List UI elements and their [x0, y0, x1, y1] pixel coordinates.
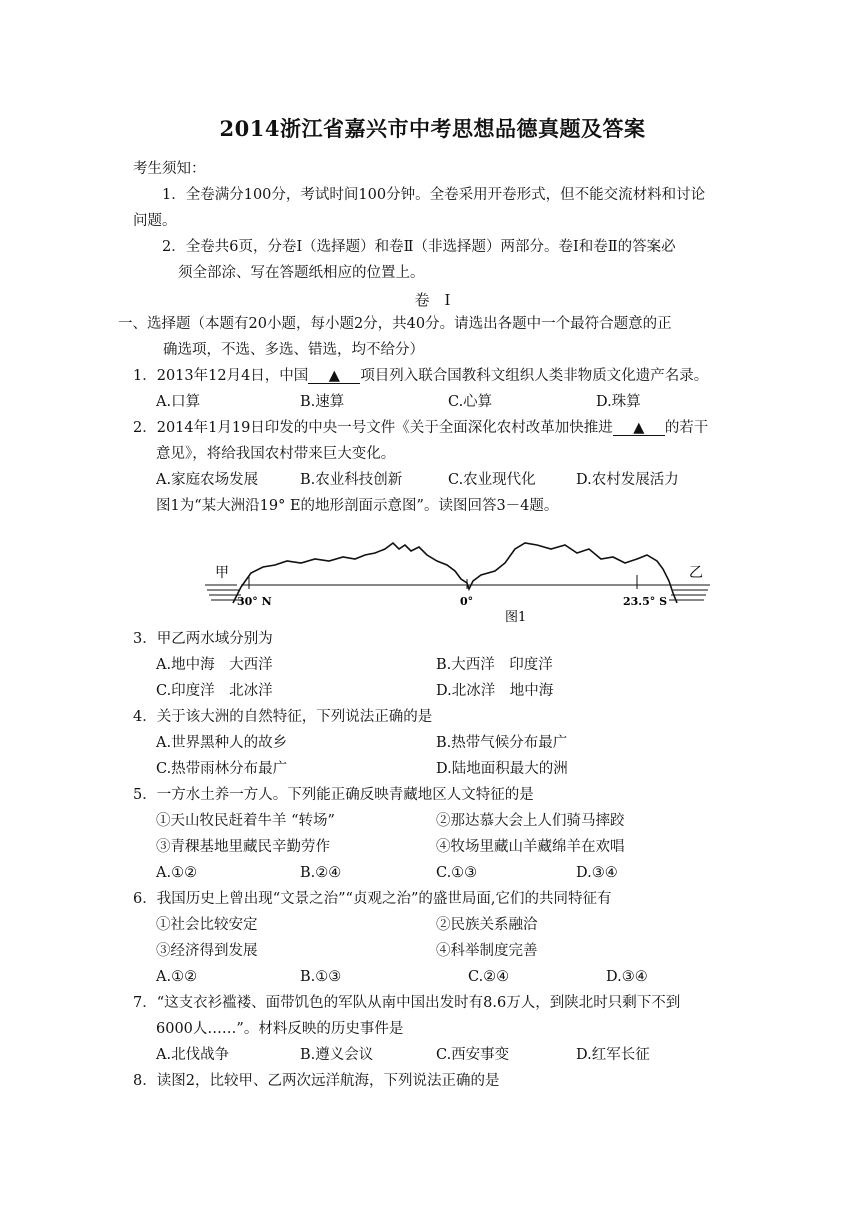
question-4-option-a: A.世界黑种人的故乡 [156, 735, 288, 751]
question-3-option-c: C.印度洋 北冰洋 [156, 683, 273, 699]
question-6-option-d: D.③④ [606, 969, 648, 985]
question-3-stem: 3．甲乙两水域分别为 [133, 631, 273, 647]
question-6-item-1: ①社会比较安定 [156, 917, 258, 933]
question-2-stem-a: 2．2014年1月19日印发的中央一号文件《关于全面深化农村改革加快推进 [133, 420, 613, 436]
question-2-option-c: C.农业现代化 [448, 472, 536, 488]
question-6-option-c: C.②④ [468, 969, 510, 985]
question-7-stem-cont: 6000人……”。材料反映的历史事件是 [156, 1021, 404, 1037]
question-2-option-b: B.农业科技创新 [300, 472, 403, 488]
terrain-line [233, 543, 677, 603]
question-1-stem [133, 367, 708, 385]
notice-item-2-cont: 须全部涂、写在答题纸相应的位置上。 [178, 265, 425, 281]
figure-1-caption: 图1 [505, 610, 527, 625]
notice-item-1-cont: 问题。 [133, 213, 177, 229]
question-6-item-2: ②民族关系融洽 [436, 917, 538, 933]
notice-heading: 考生须知： [133, 161, 206, 177]
question-6-option-a: A.①② [156, 969, 198, 985]
figure-1-intro: 图1为“某大洲沿19° E的地形剖面示意图”。读图回答3－4题。 [156, 498, 559, 514]
question-1-stem-b: 项目列入联合国教科文组织人类非物质文化遗产名录。 [360, 368, 709, 384]
question-2-stem-b: 的若干 [664, 420, 709, 436]
question-6-item-4: ④科举制度完善 [436, 943, 538, 959]
question-5-item-1: ①天山牧民赶着牛羊 “转场” [156, 813, 335, 829]
question-7-option-b: B.遵义会议 [300, 1047, 374, 1063]
question-3-option-a: A.地中海 大西洋 [156, 657, 273, 673]
question-4-option-b: B.热带气候分布最广 [436, 735, 568, 751]
question-5-item-2: ②那达慕大会上人们骑马摔跤 [436, 813, 625, 829]
question-8-stem: 8．读图2，比较甲、乙两次远洋航海，下列说法正确的是 [133, 1073, 500, 1089]
notice-item-1: 1．全卷满分100分，考试时间100分钟。全卷采用开卷形式，但不能交流材料和讨论 [162, 187, 706, 203]
figure-1-label-right: 乙 [689, 565, 703, 581]
figure-1-tick-left: 30° N [237, 595, 272, 608]
question-2-stem [133, 419, 708, 437]
question-6-stem: 6．我国历史上曾出现“文景之治”“贞观之治”的盛世局面,它们的共同特征有 [133, 891, 612, 907]
question-5-option-d: D.③④ [576, 865, 618, 881]
question-4-stem: 4．关于该大洲的自然特征，下列说法正确的是 [133, 709, 433, 725]
answer-blank [613, 421, 665, 436]
figure-1-tick-right: 23.5° S [623, 595, 668, 608]
question-7-stem: 7．“这支衣衫褴褛、面带饥色的军队从南中国出发时有8.6万人，到陕北时只剩下不到 [133, 995, 681, 1011]
question-1-stem-a: 1．2013年12月4日，中国 [133, 368, 309, 384]
question-5-option-c: C.①③ [436, 865, 478, 881]
question-7-option-a: A.北伐战争 [156, 1047, 230, 1063]
notice-item-2: 2．全卷共6页，分卷Ⅰ（选择题）和卷Ⅱ（非选择题）两部分。卷Ⅰ和卷Ⅱ的答案必 [162, 239, 676, 255]
question-4-option-d: D.陆地面积最大的洲 [436, 761, 568, 777]
question-1-option-a: A.口算 [156, 394, 201, 410]
question-2-option-d: D.农村发展活力 [576, 472, 679, 488]
question-6-option-b: B.①③ [300, 969, 342, 985]
blank-triangle-icon: ▲ [633, 420, 645, 436]
figure-1-tick-mid: 0° [460, 595, 474, 608]
question-2-option-a: A.家庭农场发展 [156, 472, 259, 488]
question-7-option-c: C.西安事变 [436, 1047, 510, 1063]
question-1-option-c: C.心算 [448, 394, 493, 410]
question-5-option-b: B.②④ [300, 865, 342, 881]
section-1-heading-cont: 确选项，不选、多选、错选，均不给分） [163, 342, 424, 358]
question-5-option-a: A.①② [156, 865, 198, 881]
question-5-item-4: ④牧场里藏山羊藏绵羊在欢唱 [436, 839, 625, 855]
question-5-stem: 5．一方水土养一方人。下列能正确反映青藏地区人文特征的是 [133, 787, 534, 803]
question-3-option-d: D.北冰洋 地中海 [436, 683, 554, 699]
figure-1-label-left: 甲 [215, 565, 229, 581]
question-3-option-b: B.大西洋 印度洋 [436, 657, 553, 673]
section-1-heading: 一、选择题（本题有20小题，每小题2分，共40分。请选出各题中一个最符合题意的正 [118, 316, 672, 332]
question-7-option-d: D.红军长征 [576, 1047, 650, 1063]
question-1-option-b: B.速算 [300, 394, 345, 410]
question-4-option-c: C.热带雨林分布最广 [156, 761, 288, 777]
blank-triangle-icon: ▲ [328, 368, 340, 384]
question-5-item-3: ③青稞基地里藏民辛勤劳作 [156, 839, 330, 855]
volume-heading: 卷 Ⅰ [414, 291, 451, 309]
page-title: 2014浙江省嘉兴市中考思想品德真题及答案 [219, 116, 646, 141]
answer-blank [308, 369, 360, 384]
question-6-item-3: ③经济得到发展 [156, 943, 258, 959]
question-1-option-d: D.珠算 [596, 394, 641, 410]
figure-1-terrain-profile [205, 535, 715, 630]
question-2-stem-cont: 意见》，将给我国农村带来巨大变化。 [156, 446, 396, 462]
